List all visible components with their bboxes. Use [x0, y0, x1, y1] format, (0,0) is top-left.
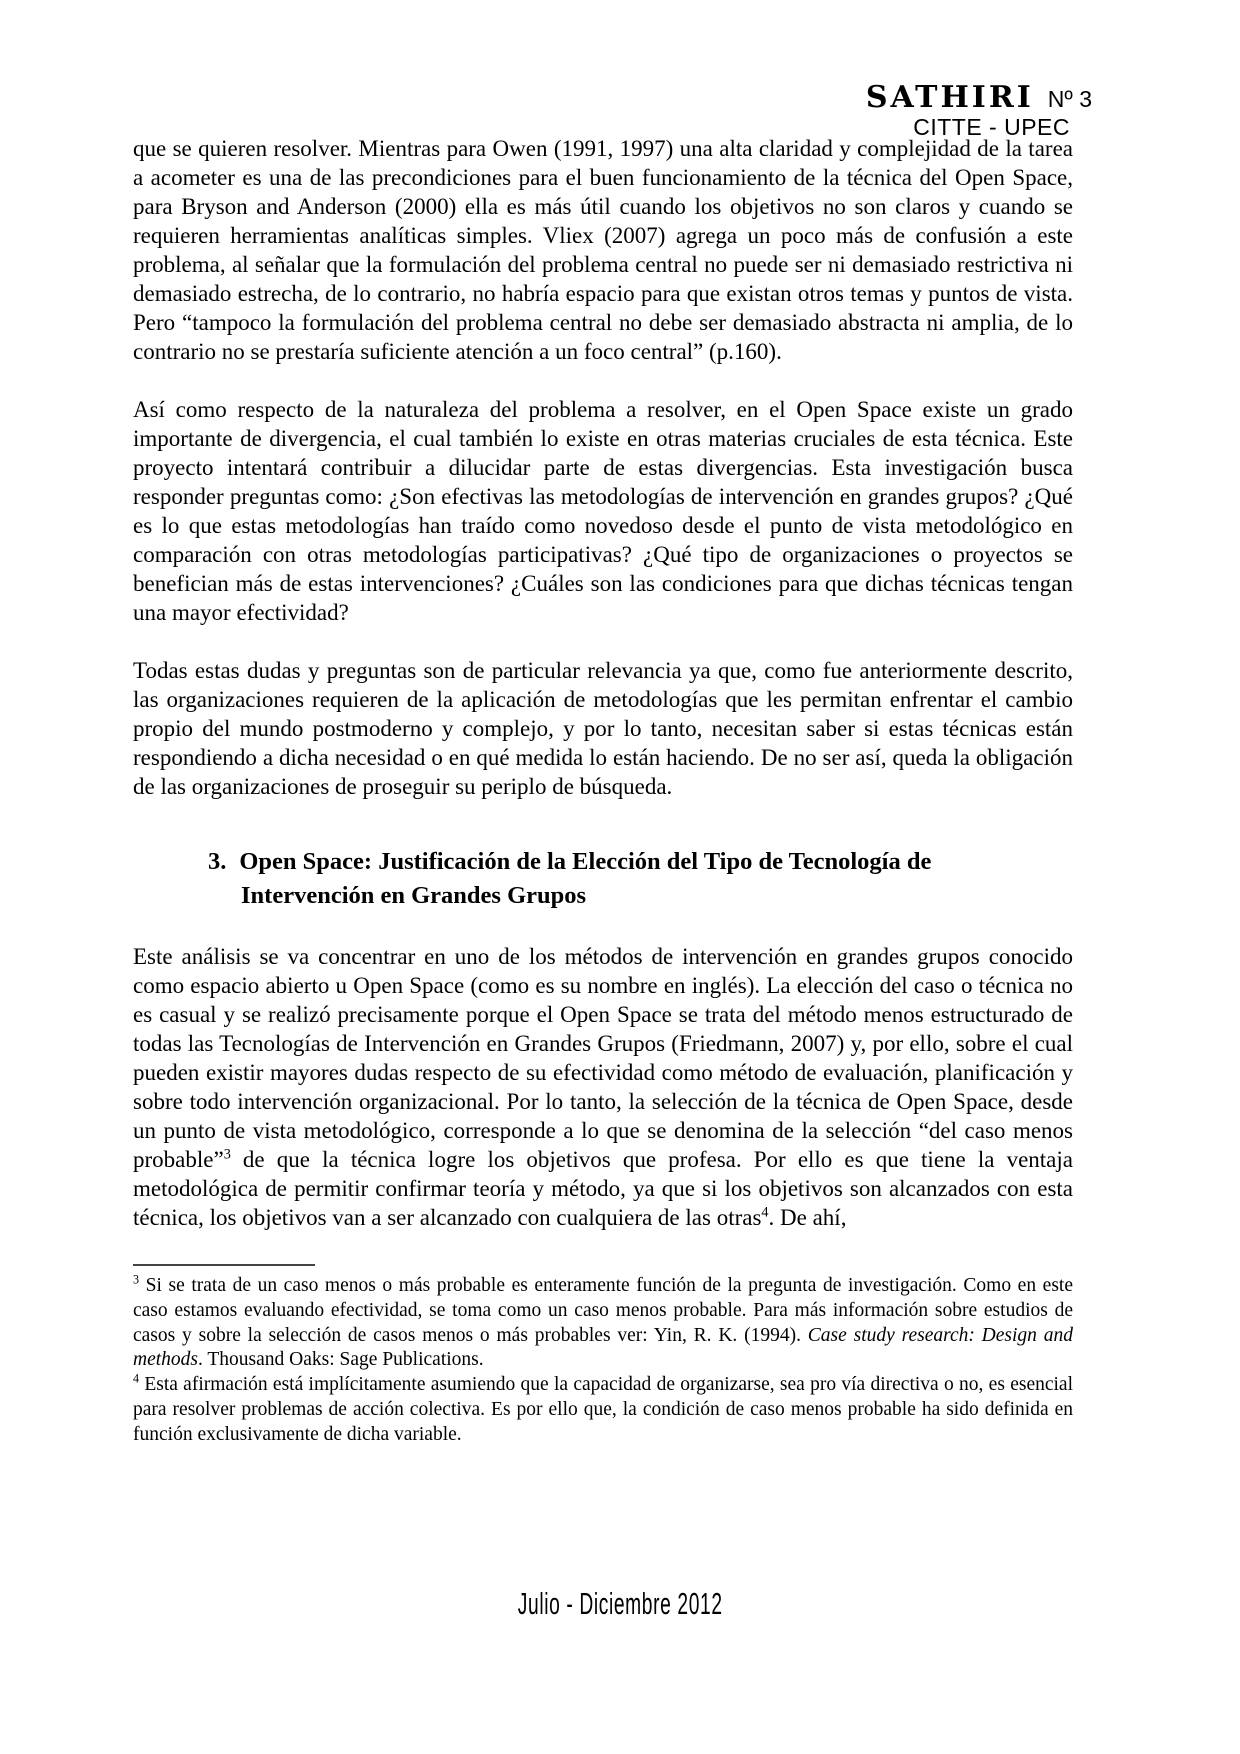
paragraph-text: de que la técnica logre los objetivos que profesa. Por ello es que tiene la ventaja metodológica de permitir confirmar teoría y método, ya que si los objetivos son alcanzados con esta técnica, los objetivos van a ser alcanzado con cualquiera de las otras — [133, 1147, 1073, 1230]
footnote-text: Esta afirmación está implícitamente asumiendo que la capacidad de organizarse, sea pro vía directiva o no, es esencial para resolver problemas de acción colectiva. Es por ello que, la condición de caso menos probable ha sido definida en función exclusivamente de dicha variable. — [133, 1374, 1073, 1445]
body-paragraph-3: Todas estas dudas y preguntas son de particular relevancia ya que, como fue anteriormente descrito, las organizaciones requieren de la aplicación de metodologías que les permitan enfrentar el cambio propio del mundo postmoderno y complejo, y por lo tanto, necesitan saber si estas técnicas están respondiendo a dicha necesidad o en qué medida lo están haciendo. De no ser así, queda la obligación de las organizaciones de proseguir su periplo de búsqueda. — [133, 658, 1073, 799]
section-title: Open Space: Justificación de la Elección del Tipo de Tecnología de Intervención en Grandes Grupos — [239, 848, 932, 909]
body-paragraph-4 — [133, 942, 1073, 1232]
footnote-3 — [133, 1274, 1073, 1373]
body-paragraph-1: que se quieren resolver. Mientras para Owen (1991, 1997) una alta claridad y complejidad de la tarea a acometer es una de las precondiciones para el buen funcionamiento de la técnica del Open Space, para Bryson and Anderson (2000) ella es más útil cuando los objetivos no son claros y cuando se requieren herramientas analíticas simples. Vliex (2007) agrega un poco más de confusión a este problema, al señalar que la formulación del problema central no puede ser ni demasiado restrictiva ni demasiado estrecha, de lo contrario, no habría espacio para que existan otros temas y puntos de vista. Pero “tampoco la formulación del problema central no debe ser demasiado abstracta ni amplia, de lo contrario no se prestaría suficiente atención a un foco central” (p.160). — [133, 136, 1073, 364]
paragraph-text: Este análisis se va concentrar en uno de los métodos de intervención en grandes grupos conocido como espacio abierto u Open Space (como es su nombre en inglés). La elección del caso o técnica no es casual y se realizó precisamente porque el Open Space se trata del método menos estructurado de todas las Tecnologías de Intervención en Grandes Grupos (Friedmann, 2007) y, por ello, sobre el cual pueden existir mayores dudas respecto de su efectividad como método de evaluación, planificación y sobre todo intervención organizacional. Por lo tanto, la selección de la técnica de Open Space, desde un punto de vista metodológico, corresponde a lo que se denomina de la selección “del caso menos probable” — [133, 944, 1073, 1172]
journal-title: SATHIRI — [865, 80, 1034, 115]
footnote-reference-4: 4 — [761, 1204, 769, 1221]
footnote-reference-3: 3 — [223, 1146, 231, 1163]
footnote-text: . Thousand Oaks: Sage Publications. — [198, 1349, 484, 1371]
footnote-4 — [133, 1373, 1073, 1447]
journal-issue-number: Nº 3 — [1047, 86, 1092, 112]
page-header — [866, 80, 1092, 115]
footnote-marker-4: 4 — [133, 1371, 140, 1386]
footnotes-section — [133, 1264, 1073, 1448]
footnote-book-title: Case study research: Design and methods — [133, 1324, 1073, 1371]
footnote-text: Si se trata de un caso menos o más probable es enteramente función de la pregunta de investigación. Como en este caso estamos evaluando efectividad, se toma como un caso menos probable. Para más información sobre estudios de casos y sobre la selección de casos menos o más probables ver: Yin, R. K. (1994). — [133, 1275, 1073, 1346]
issue-period: Julio - Diciembre 2012 — [517, 1586, 723, 1621]
footnote-separator — [133, 1264, 315, 1266]
body-paragraph-2: Así como respecto de la naturaleza del problema a resolver, en el Open Space existe un grado importante de divergencia, el cual también lo existe en otras materias cruciales de esta técnica. Este proyecto intentará contribuir a dilucidar parte de estas divergencias. Esta investigación busca responder preguntas como: ¿Son efectivas las metodologías de intervención en grandes grupos? ¿Qué es lo que estas metodologías han traído como novedoso desde el punto de vista metodológico en comparación con otras metodologías participativas? ¿Qué tipo de organizaciones o proyectos se benefician más de estas intervenciones? ¿Cuáles son las condiciones para que dichas técnicas tengan una mayor efectividad? — [133, 397, 1073, 625]
section-number: 3. — [208, 848, 227, 875]
page-footer — [0, 1586, 1240, 1622]
paragraph-text: . De ahí, — [768, 1205, 847, 1230]
section-heading — [208, 845, 1008, 912]
page-body — [133, 134, 1073, 1448]
journal-institution: CITTE - UPEC — [913, 114, 1070, 140]
footnote-marker-3: 3 — [133, 1272, 140, 1287]
